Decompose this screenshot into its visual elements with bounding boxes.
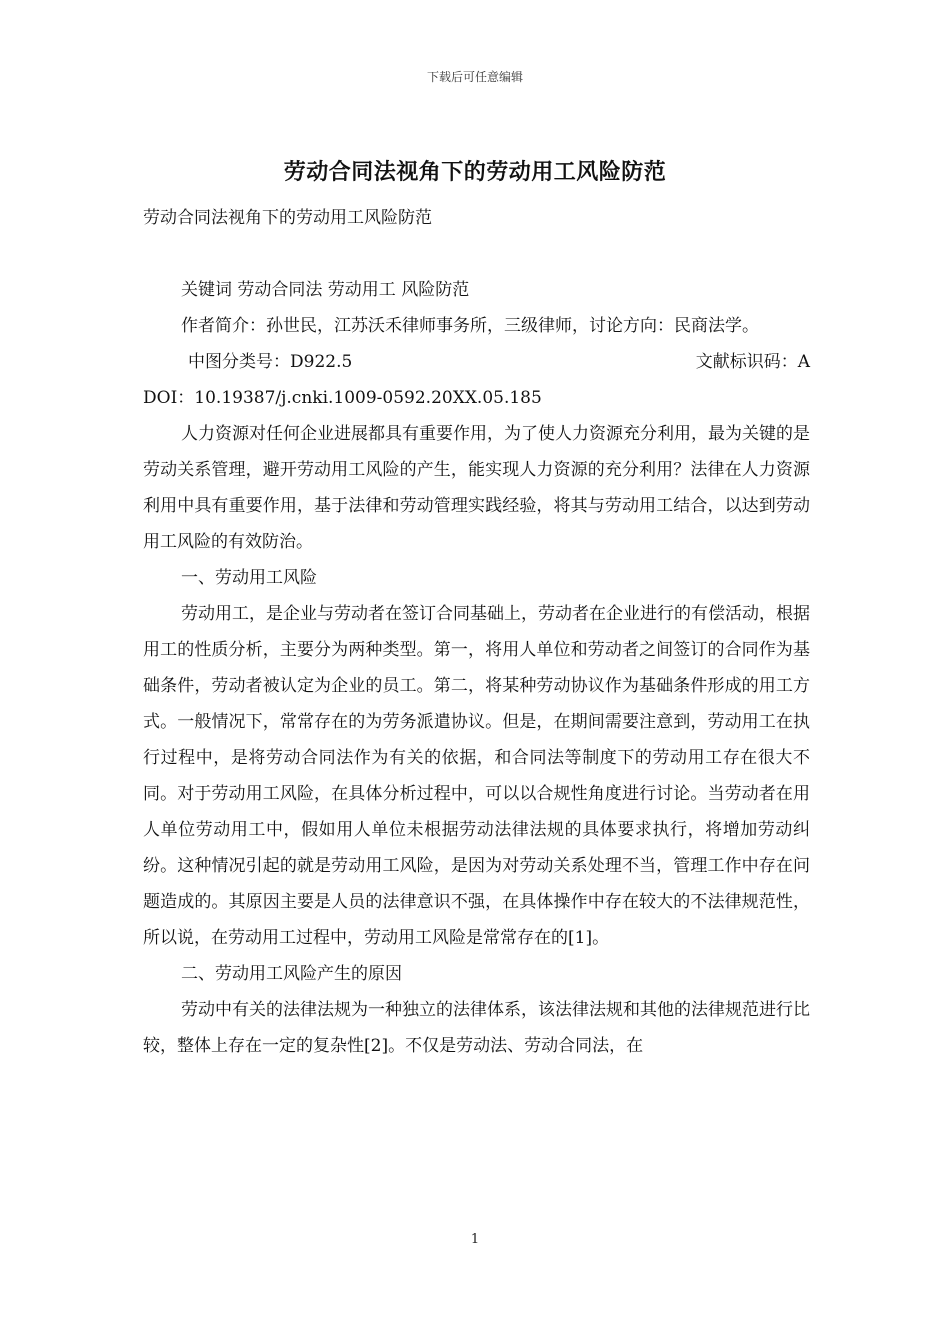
- page-number: 1: [470, 1232, 480, 1247]
- section1-heading: 一、劳动用工风险: [181, 568, 317, 588]
- document-title: 劳动合同法视角下的劳动用工风险防范: [283, 159, 667, 185]
- section2-paragraph: 劳动中有关的法律法规为一种独立的法律体系，该法律法规和其他的法律规范进行比较，整体上存在一定的复杂性[2]。不仅是劳动法、劳动合同法，在: [143, 1000, 810, 1056]
- document-code: 文献标识码：A: [695, 352, 810, 372]
- author-intro: 作者简介：孙世民，江苏沃禾律师事务所，三级律师，讨论方向：民商法学。: [181, 316, 759, 336]
- classification-number: 中图分类号：D922.5: [188, 352, 353, 372]
- document-body: [143, 200, 810, 1064]
- keywords: 关键词 劳动合同法 劳动用工 风险防范: [181, 280, 470, 300]
- document-subtitle: 劳动合同法视角下的劳动用工风险防范: [143, 208, 432, 228]
- section1-paragraph: 劳动用工，是企业与劳动者在签订合同基础上，劳动者在企业进行的有偿活动，根据用工的性质分析，主要分为两种类型。第一，将用人单位和劳动者之间签订的合同作为基础条件，劳动者被认定为企业的员工。第二，将某种劳动协议作为基础条件形成的用工方式。一般情况下，常常存在的为劳务派遣协议。但是，在期间需要注意到，劳动用工在执行过程中，是将劳动合同法作为有关的依据，和合同法等制度下的劳动用工存在很大不同。对于劳动用工风险，在具体分析过程中，可以以合规性角度进行讨论。当劳动者在用人单位劳动用工中，假如用人单位未根据劳动法律法规的具体要求执行，将增加劳动纠纷。这种情况引起的就是劳动用工风险，是因为对劳动关系处理不当，管理工作中存在问题造成的。其原因主要是人员的法律意识不强，在具体操作中存在较大的不法律规范性，所以说，在劳动用工过程中，劳动用工风险是常常存在的[1]。: [143, 604, 810, 948]
- doi: DOI：10.19387/j.cnki.1009-0592.20XX.05.185: [143, 388, 542, 408]
- classification-row: [143, 344, 810, 380]
- section2-heading: 二、劳动用工风险产生的原因: [181, 964, 402, 984]
- intro-paragraph: 人力资源对任何企业进展都具有重要作用，为了使人力资源充分利用，最为关键的是劳动关系管理，避开劳动用工风险的产生，能实现人力资源的充分利用？法律在人力资源利用中具有重要作用，基于法律和劳动管理实践经验，将其与劳动用工结合，以达到劳动用工风险的有效防治。: [143, 424, 810, 552]
- header-note: 下载后可任意编辑: [426, 70, 523, 84]
